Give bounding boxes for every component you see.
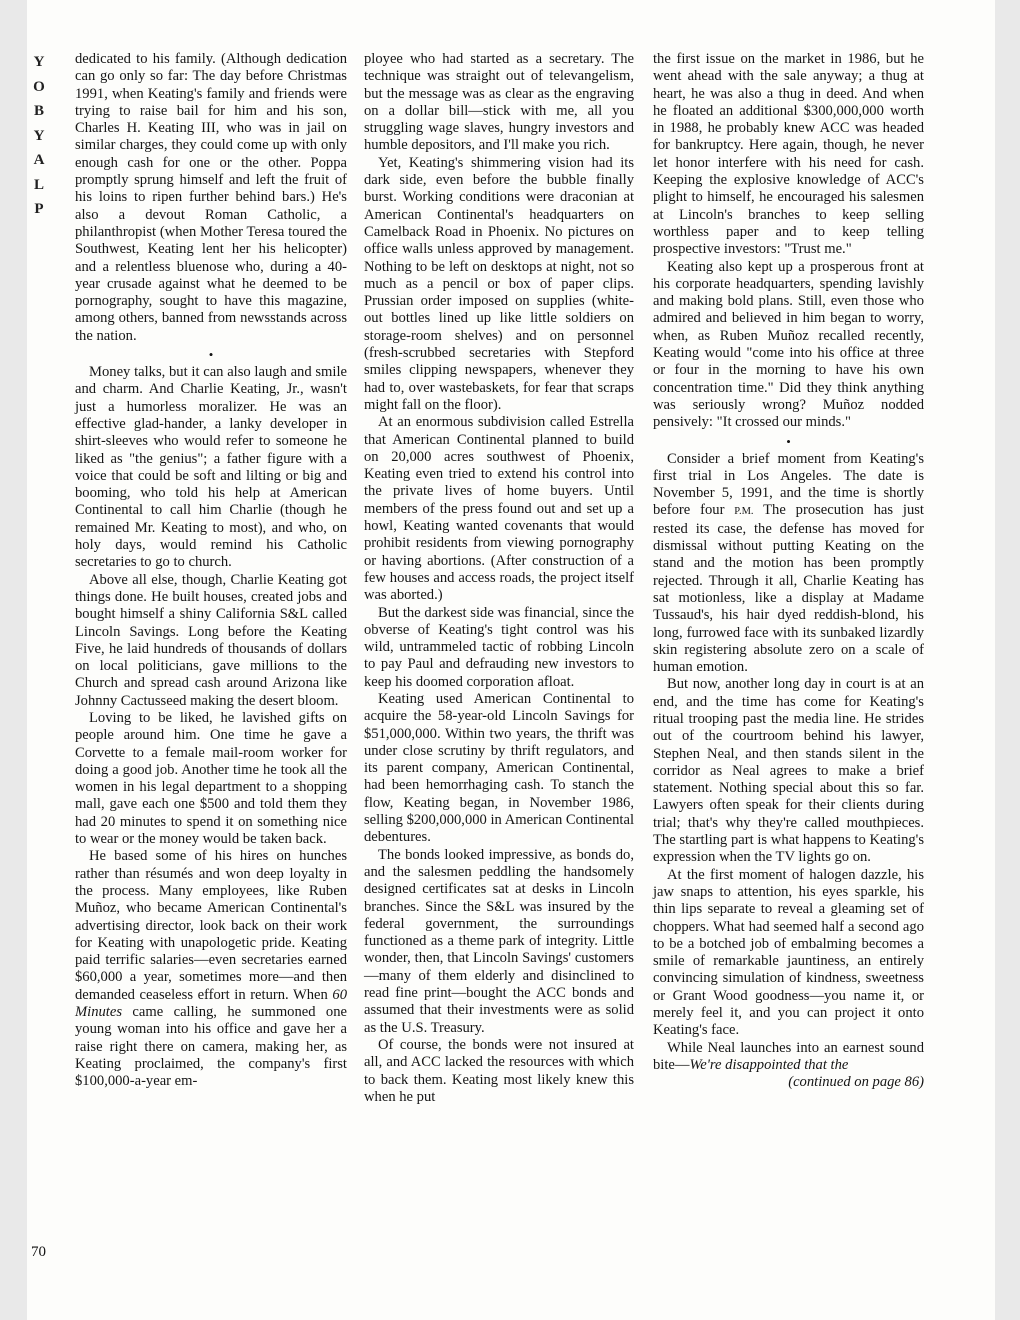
text-run: Consider a brief moment from Keating's first trial in Los Angeles. The date is November 5, 1991, and the time is shortly before four — [653, 450, 924, 519]
paragraph: Keating also kept up a prosperous front at his corporate headquarters, spending lavishly and making bold plans. Still, even those who admired and believed in him began to worry, when, as Ruben Muñoz recalled recently, Keating would "come into his office at three or four in the morning to have his own concentration time." Did they think anything was seriously wrong? Muñoz nodded pensively: "It crossed our minds." — [653, 258, 924, 431]
paragraph — [75, 848, 347, 1090]
paragraph: Keating used American Continental to acquire the 58-year-old Lincoln Savings for $51,000,000. Within two years, the thrift was under close scrutiny by thrift regulators, and its parent company, American Continental, had been hemorrhaging cash. To stanch the flow, Keating began, in November 1986, selling $200,000,000 in American Continental debentures. — [364, 690, 634, 846]
paragraph: The bonds looked impressive, as bonds do, and the salesmen peddling the handsomely designed certificates sat at desks in Lincoln branches. Since the S&L was insured by the federal government, the surroundings functioned as a theme park of integrity. Little wonder, then, that Lincoln Savings' customers—many of them elderly and disinclined to read fine print—bought the ACC bonds and assumed that their investments were as solid as the U.S. Treasury. — [364, 846, 634, 1036]
paragraph — [653, 1040, 924, 1075]
paragraph: dedicated to his family. (Although dedication can go only so far: The day before Christmas 1991, when Keating's family and friends were trying to raise bail for him and his son, Charles H. Keating III, who was in jail on similar charges, they could come up with only enough cash for one or the other. Poppa promptly sprung himself and left the fruit of his loins to ripen further behind bars.) He's also a devout Roman Catholic, a philanthropist (when Mother Teresa toured the Southwest, Keating lent her his helicopter) and a relentless bluenose who, during a 40-year crusade against what he deemed to be pornography, sought to have this magazine, among others, banned from newsstands across the nation. — [75, 51, 347, 344]
italic-text: We're disappointed that the — [689, 1056, 849, 1073]
section-break-bullet: • — [208, 347, 214, 363]
continued-notice: (continued on page 86) — [788, 1074, 924, 1091]
paragraph: Above all else, though, Charlie Keating got things done. He built houses, created jobs and bought himself a shiny California S&L called Lincoln Savings. Long before the Keating Five, he laid hundreds of thousands of dollars on local politicians, gave millions to the Church and spread cash around Arizona like Johnny Cactusseed making the desert bloom. — [75, 571, 347, 709]
text-run: The prosecution has just rested its case, the defense has moved for dismissal without putting Keating on the stand and the motion has been promptly rejected. Through it all, Charlie Keating has sat motionless, like a display at Madame Tussaud's, his hair dyed reddish-blond, his long, furrowed face with its sunbaked lizardly skin registering absolute zero on a scale of human emotion. — [653, 502, 924, 676]
italic-text: 60 Minutes — [75, 986, 347, 1021]
text-column-1 — [75, 51, 347, 1091]
running-head-letter: P — [34, 201, 44, 217]
text-run: While Neal launches into an earnest sound bite— — [653, 1039, 924, 1073]
page-number: 70 — [31, 1244, 46, 1260]
paragraph: But the darkest side was financial, since the obverse of Keating's tight control was his wild, untrammeled tactic of robbing Lincoln to pay Paul and defrauding new investors to keep his doomed corporation afloat. — [364, 604, 634, 690]
running-head-letter: B — [33, 103, 44, 119]
running-head-letter: L — [33, 176, 44, 193]
running-head-letter: Y — [33, 127, 45, 144]
running-head — [27, 50, 51, 222]
paragraph: Money talks, but it can also laugh and smile and charm. And Charlie Keating, Jr., wasn't just a humorless moralizer. He was an effective glad-hander, a lanky developer in shirt-sleeves who would refer to someone he liked as "the genius"; a father figure with a voice that could be soft and lilting or big and booming, who told his help at American Continental to call him Charlie (though he remained Mr. Keating to most), and who, on holy days, would remind his Catholic secretaries to go to church. — [75, 364, 347, 571]
paragraph: At the first moment of halogen dazzle, his jaw snaps to attention, his eyes sparkle, his thin lips separate to reveal a gleaming set of choppers. What had seemed half a second ago to be a botched job of embalming becomes a smile of remarkable jauntiness, an entirely convincing simulation of kindness, sweetness or Grant Wood goodness—you name it, or merely feel it, and you can project it onto Keating's face. — [653, 866, 924, 1039]
paragraph: Of course, the bonds were not insured at all, and ACC lacked the resources with which to back them. Keating most likely knew this when he put — [364, 1036, 634, 1105]
paragraph: Yet, Keating's shimmering vision had its dark side, even before the bubble finally burst. Working conditions were draconian at American Continental's headquarters on Camelback Road in Phoenix. No pictures on office walls unless approved by management. Nothing to be left on desktops at night, not so much as a pencil or box of paper clips. Prussian order imposed on supplies (white-out bottles lined up like little soldiers on storage-room shelves) and on personnel (fresh-scrubbed secretaries with Stepford smiles clipping newspapers, whenever they had to, over wastebaskets, for fear that scraps might fall on the floor). — [364, 154, 634, 413]
running-head-letter: A — [33, 152, 45, 168]
paragraph: Loving to be liked, he lavished gifts on people around him. One time he gave a Corvette to a female mail-room worker for doing a good job. Another time he took all the women in his legal department to a shopping mall, gave each one $500 and told them they had 20 minutes to spend it on something nice to wear or the money would be taken back. — [75, 709, 347, 848]
paragraph: the first issue on the market in 1986, but he went ahead with the sale anyway; a thug at heart, he was also a thug in deed. And when he floated an additional $300,000,000 worth in 1988, he probably knew ACC was headed for bankruptcy. Here again, though, he never let honor interfere with his need for cash. Keeping the explosive knowledge of ACC's plight to himself, he encouraged his salesmen at Lincoln's branches to keep selling worthless paper and to keep telling prospective investors: "Trust me." — [653, 51, 924, 258]
text-run: came calling, he summoned one young woman into his office and gave her a raise right there on camera, making her, as Keating proclaimed, the company's first $100,000-a-year em- — [75, 1004, 347, 1090]
paragraph: ployee who had started as a secretary. The technique was straight out of televangelism, but the message was as clear as the engraving on a dollar bill—stick with me, all you struggling wage slaves, hungry investors and humble depositors, and I'll make you rich. — [364, 51, 634, 154]
running-head-letter: Y — [33, 54, 45, 70]
running-head-letter: O — [33, 78, 45, 95]
paragraph: At an enormous subdivision called Estrella that American Continental planned to build on 20,000 acres southwest of Phoenix, Keating even tried to extend his control into the private lives of home buyers. Until members of the press found out and set up a howl, Keating wanted covenants that would prohibit residents from viewing pornography or having abortions. (After construction of a few houses and access roads, the project itself was aborted.) — [364, 414, 634, 604]
small-caps-text: P.M. — [734, 506, 754, 518]
section-break-bullet: • — [786, 433, 791, 449]
text-run: He based some of his hires on hunches rather than résumés and won deep loyalty in the process. Many employees, like Ruben Muñoz, who became American Continental's advertising director, look back on their work for Keating with unapologetic pride. Keating paid terrific salaries—even secretaries earned $60,000 a year, sometimes more—and then demanded ceaseless effort in return. When — [75, 848, 347, 1003]
text-column-3 — [653, 51, 924, 1092]
paragraph: But now, another long day in court is at an end, and the time has come for Keating's ritual trooping past the media line. He strides out of the courtroom behind his lawyer, Stephen Neal, and then stands silent in the corridor as Neal agrees to make a brief statement. Nothing special about this so far. Lawyers often speak for their clients during trial; that's why they're called mouthpieces. The startling part is what happens to Keating's expression when the TV lights go on. — [653, 676, 924, 866]
text-column-2 — [364, 51, 634, 1106]
magazine-page — [27, 0, 995, 1320]
paragraph — [653, 451, 924, 677]
